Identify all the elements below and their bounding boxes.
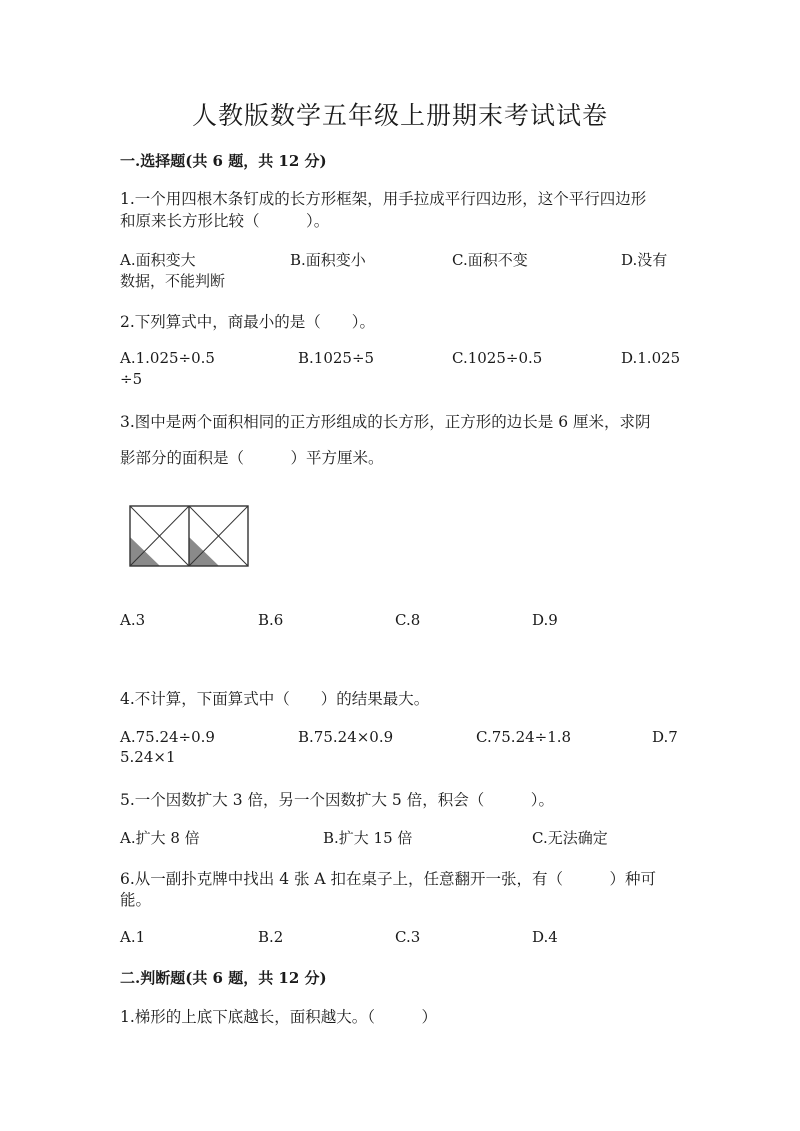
question-6-option-c: C.3	[395, 928, 421, 946]
question-4-option-d-wrap: 5.24×1	[120, 748, 176, 766]
question-6-option-b: B.2	[258, 928, 284, 946]
question-1-line-1: 1.一个用四根木条钉成的长方形框架，用手拉成平行四边形，这个平行四边形	[120, 190, 647, 208]
question-1-option-d-wrap: 数据，不能判断	[120, 272, 226, 290]
question-3-line-1: 3.图中是两个面积相同的正方形组成的长方形，正方形的边长是 6 厘米，求阴	[120, 413, 651, 431]
question-4-option-d: D.7	[652, 728, 678, 746]
judgment-question-1: 1.梯形的上底下底越长，面积越大。（ ）	[120, 1008, 438, 1026]
question-6-option-a: A.1	[120, 928, 146, 946]
question-5-option-c: C.无法确定	[532, 829, 608, 847]
question-2-line-1: 2.下列算式中，商最小的是（ ）。	[120, 313, 376, 331]
question-2-option-b: B.1025÷5	[298, 349, 375, 367]
question-6-line-2: 能。	[120, 891, 152, 909]
page-title: 人教版数学五年级上册期末考试试卷	[191, 101, 608, 130]
question-2-option-a: A.1.025÷0.5	[120, 349, 215, 367]
question-3-figure	[128, 504, 254, 568]
question-1-option-a: A.面积变大	[120, 251, 196, 269]
question-5-option-a: A.扩大 8 倍	[120, 829, 200, 847]
question-2-option-c: C.1025÷0.5	[452, 349, 543, 367]
question-1-option-b: B.面积变小	[290, 251, 366, 269]
question-2-option-d-wrap: ÷5	[120, 370, 143, 388]
question-2-option-d: D.1.025	[621, 349, 681, 367]
question-1-option-c: C.面积不变	[452, 251, 528, 269]
question-4-option-b: B.75.24×0.9	[298, 728, 394, 746]
question-3-line-2: 影部分的面积是（ ）平方厘米。	[120, 449, 384, 467]
question-1-option-d: D.没有	[621, 251, 668, 269]
question-5-line-1: 5.一个因数扩大 3 倍，另一个因数扩大 5 倍，积会（ ）。	[120, 791, 554, 809]
question-5-option-b: B.扩大 15 倍	[323, 829, 413, 847]
question-4-option-c: C.75.24÷1.8	[476, 728, 572, 746]
question-6-line-1: 6.从一副扑克牌中找出 4 张 A 扣在桌子上，任意翻开一张，有（ ）种可	[120, 870, 657, 888]
question-3-option-b: B.6	[258, 611, 284, 629]
question-4-line-1: 4.不计算，下面算式中（ ）的结果最大。	[120, 690, 430, 708]
section-heading-choice: 一.选择题(共 6 题，共 12 分)	[120, 152, 327, 170]
question-3-option-c: C.8	[395, 611, 421, 629]
section-heading-judgment: 二.判断题(共 6 题，共 12 分)	[120, 969, 327, 987]
question-4-option-a: A.75.24÷0.9	[120, 728, 215, 746]
question-1-line-2: 和原来长方形比较（ ）。	[120, 212, 330, 230]
question-3-option-d: D.9	[532, 611, 558, 629]
question-6-option-d: D.4	[532, 928, 558, 946]
question-3-option-a: A.3	[120, 611, 146, 629]
